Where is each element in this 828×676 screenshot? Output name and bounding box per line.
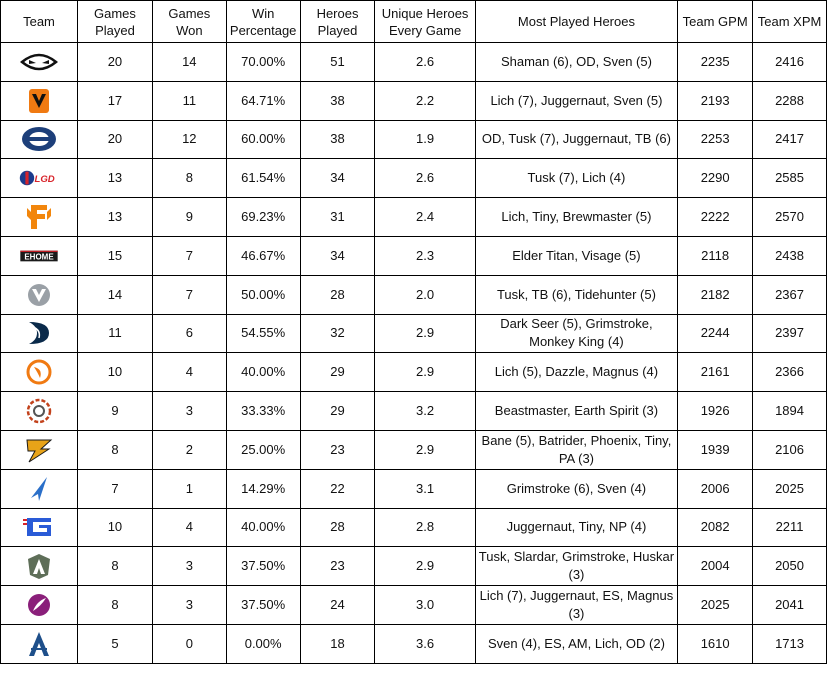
team-gpm-cell: 2290 bbox=[678, 159, 753, 198]
team-gpm-cell: 1939 bbox=[678, 430, 753, 469]
team-xpm-cell: 2570 bbox=[753, 198, 827, 237]
games-played-cell: 9 bbox=[78, 392, 153, 431]
team-xpm-cell: 2041 bbox=[753, 586, 827, 625]
games-won-cell: 4 bbox=[152, 353, 226, 392]
win-percentage-cell: 37.50% bbox=[226, 547, 300, 586]
games-won-cell: 6 bbox=[152, 314, 226, 353]
table-row bbox=[1, 586, 827, 625]
team-gpm-cell: 2082 bbox=[678, 508, 753, 547]
most-played-heroes-cell: Tusk, Slardar, Grimstroke, Huskar (3) bbox=[475, 547, 678, 586]
heroes-played-cell: 34 bbox=[300, 236, 375, 275]
heroes-played-cell: 38 bbox=[300, 120, 375, 159]
team-gpm-cell: 2235 bbox=[678, 43, 753, 82]
unique-heroes-cell: 3.1 bbox=[375, 469, 475, 508]
most-played-heroes-cell: Bane (5), Batrider, Phoenix, Tiny, PA (3) bbox=[475, 430, 678, 469]
games-won-cell: 3 bbox=[152, 547, 226, 586]
table-row bbox=[1, 392, 827, 431]
header-team: Team bbox=[1, 1, 78, 43]
win-percentage-cell: 40.00% bbox=[226, 353, 300, 392]
games-played-cell: 15 bbox=[78, 236, 153, 275]
games-won-cell: 9 bbox=[152, 198, 226, 237]
team-xpm-cell: 2050 bbox=[753, 547, 827, 586]
fnatic-logo-icon bbox=[19, 202, 59, 232]
royal-never-give-up-logo-icon bbox=[19, 357, 59, 387]
win-percentage-cell: 50.00% bbox=[226, 275, 300, 314]
games-won-cell: 1 bbox=[152, 469, 226, 508]
games-played-cell: 8 bbox=[78, 586, 153, 625]
table-row bbox=[1, 547, 827, 586]
team-cell bbox=[1, 198, 78, 237]
heroes-played-cell: 32 bbox=[300, 314, 375, 353]
team-cell bbox=[1, 392, 78, 431]
table-row bbox=[1, 159, 827, 198]
unique-heroes-cell: 3.0 bbox=[375, 586, 475, 625]
most-played-heroes-cell: Lich, Tiny, Brewmaster (5) bbox=[475, 198, 678, 237]
games-played-cell: 20 bbox=[78, 43, 153, 82]
win-percentage-cell: 0.00% bbox=[226, 624, 300, 663]
infamous-logo-icon bbox=[19, 474, 59, 504]
most-played-heroes-cell: OD, Tusk (7), Juggernaut, TB (6) bbox=[475, 120, 678, 159]
team-gpm-cell: 2161 bbox=[678, 353, 753, 392]
team-xpm-cell: 2025 bbox=[753, 469, 827, 508]
team-cell bbox=[1, 624, 78, 663]
ehome-logo-icon bbox=[19, 241, 59, 271]
team-gpm-cell: 2025 bbox=[678, 586, 753, 625]
team-gpm-cell: 2222 bbox=[678, 198, 753, 237]
team-cell bbox=[1, 547, 78, 586]
table-row bbox=[1, 43, 827, 82]
team-cell bbox=[1, 236, 78, 275]
team-cell bbox=[1, 314, 78, 353]
heroes-played-cell: 24 bbox=[300, 586, 375, 625]
team-xpm-cell: 2211 bbox=[753, 508, 827, 547]
og-logo-icon bbox=[19, 396, 59, 426]
newbee-logo-icon bbox=[19, 512, 59, 542]
win-percentage-cell: 60.00% bbox=[226, 120, 300, 159]
header-games-won: Games Won bbox=[152, 1, 226, 43]
win-percentage-cell: 64.71% bbox=[226, 81, 300, 120]
team-cell bbox=[1, 81, 78, 120]
unique-heroes-cell: 2.2 bbox=[375, 81, 475, 120]
games-won-cell: 7 bbox=[152, 236, 226, 275]
games-played-cell: 10 bbox=[78, 353, 153, 392]
most-played-heroes-cell: Tusk (7), Lich (4) bbox=[475, 159, 678, 198]
games-played-cell: 20 bbox=[78, 120, 153, 159]
win-percentage-cell: 54.55% bbox=[226, 314, 300, 353]
unique-heroes-cell: 2.4 bbox=[375, 198, 475, 237]
team-gpm-cell: 2004 bbox=[678, 547, 753, 586]
games-played-cell: 7 bbox=[78, 469, 153, 508]
win-percentage-cell: 69.23% bbox=[226, 198, 300, 237]
heroes-played-cell: 29 bbox=[300, 353, 375, 392]
keen-gaming-logo-icon bbox=[19, 590, 59, 620]
most-played-heroes-cell: Grimstroke (6), Sven (4) bbox=[475, 469, 678, 508]
unique-heroes-cell: 2.9 bbox=[375, 547, 475, 586]
table-row bbox=[1, 314, 827, 353]
most-played-heroes-cell: Dark Seer (5), Grimstroke, Monkey King (4) bbox=[475, 314, 678, 353]
team-gpm-cell: 2006 bbox=[678, 469, 753, 508]
games-won-cell: 4 bbox=[152, 508, 226, 547]
table-row bbox=[1, 469, 827, 508]
most-played-heroes-cell: Shaman (6), OD, Sven (5) bbox=[475, 43, 678, 82]
header-unique-heroes: Unique Heroes Every Game bbox=[375, 1, 475, 43]
team-gpm-cell: 1610 bbox=[678, 624, 753, 663]
team-gpm-cell: 1926 bbox=[678, 392, 753, 431]
games-won-cell: 7 bbox=[152, 275, 226, 314]
most-played-heroes-cell: Lich (7), Juggernaut, Sven (5) bbox=[475, 81, 678, 120]
team-cell bbox=[1, 120, 78, 159]
games-won-cell: 3 bbox=[152, 586, 226, 625]
header-row bbox=[1, 1, 827, 43]
tnc-predator-logo-icon bbox=[19, 435, 59, 465]
team-gpm-cell: 2244 bbox=[678, 314, 753, 353]
team-cell bbox=[1, 586, 78, 625]
header-games-played: Games Played bbox=[78, 1, 153, 43]
table-row bbox=[1, 624, 827, 663]
heroes-played-cell: 29 bbox=[300, 392, 375, 431]
unique-heroes-cell: 2.8 bbox=[375, 508, 475, 547]
heroes-played-cell: 28 bbox=[300, 275, 375, 314]
win-percentage-cell: 33.33% bbox=[226, 392, 300, 431]
table-row bbox=[1, 275, 827, 314]
most-played-heroes-cell: Sven (4), ES, AM, Lich, OD (2) bbox=[475, 624, 678, 663]
team-gpm-cell: 2118 bbox=[678, 236, 753, 275]
unique-heroes-cell: 2.9 bbox=[375, 430, 475, 469]
virtus-pro-logo-icon bbox=[19, 86, 59, 116]
win-percentage-cell: 40.00% bbox=[226, 508, 300, 547]
games-played-cell: 14 bbox=[78, 275, 153, 314]
table-row bbox=[1, 353, 827, 392]
unique-heroes-cell: 2.0 bbox=[375, 275, 475, 314]
heroes-played-cell: 28 bbox=[300, 508, 375, 547]
team-xpm-cell: 2106 bbox=[753, 430, 827, 469]
team-liquid-logo-icon bbox=[19, 318, 59, 348]
heroes-played-cell: 23 bbox=[300, 547, 375, 586]
most-played-heroes-cell: Juggernaut, Tiny, NP (4) bbox=[475, 508, 678, 547]
games-won-cell: 2 bbox=[152, 430, 226, 469]
unique-heroes-cell: 2.9 bbox=[375, 353, 475, 392]
unique-heroes-cell: 2.9 bbox=[375, 314, 475, 353]
unique-heroes-cell: 2.3 bbox=[375, 236, 475, 275]
unique-heroes-cell: 3.6 bbox=[375, 624, 475, 663]
table-row bbox=[1, 81, 827, 120]
games-played-cell: 13 bbox=[78, 159, 153, 198]
header-team-xpm: Team XPM bbox=[753, 1, 827, 43]
games-played-cell: 17 bbox=[78, 81, 153, 120]
table-row bbox=[1, 236, 827, 275]
team-gpm-cell: 2182 bbox=[678, 275, 753, 314]
mineski-logo-icon bbox=[19, 629, 59, 659]
lgd-logo-text: LGD bbox=[34, 174, 55, 186]
games-played-cell: 11 bbox=[78, 314, 153, 353]
team-xpm-cell: 1713 bbox=[753, 624, 827, 663]
unique-heroes-cell: 1.9 bbox=[375, 120, 475, 159]
team-xpm-cell: 2416 bbox=[753, 43, 827, 82]
team-xpm-cell: 2288 bbox=[753, 81, 827, 120]
most-played-heroes-cell: Beastmaster, Earth Spirit (3) bbox=[475, 392, 678, 431]
unique-heroes-cell: 2.6 bbox=[375, 159, 475, 198]
heroes-played-cell: 22 bbox=[300, 469, 375, 508]
games-played-cell: 8 bbox=[78, 430, 153, 469]
team-xpm-cell: 2585 bbox=[753, 159, 827, 198]
games-played-cell: 13 bbox=[78, 198, 153, 237]
games-played-cell: 10 bbox=[78, 508, 153, 547]
win-percentage-cell: 25.00% bbox=[226, 430, 300, 469]
team-cell bbox=[1, 469, 78, 508]
team-xpm-cell: 2397 bbox=[753, 314, 827, 353]
win-percentage-cell: 46.67% bbox=[226, 236, 300, 275]
heroes-played-cell: 23 bbox=[300, 430, 375, 469]
unique-heroes-cell: 2.6 bbox=[375, 43, 475, 82]
games-won-cell: 12 bbox=[152, 120, 226, 159]
team-gpm-cell: 2193 bbox=[678, 81, 753, 120]
table-row bbox=[1, 430, 827, 469]
team-xpm-cell: 2367 bbox=[753, 275, 827, 314]
team-cell bbox=[1, 430, 78, 469]
games-won-cell: 14 bbox=[152, 43, 226, 82]
team-xpm-cell: 2366 bbox=[753, 353, 827, 392]
team-gpm-cell: 2253 bbox=[678, 120, 753, 159]
table-row bbox=[1, 198, 827, 237]
ehome-logo-text: EHOME bbox=[24, 252, 54, 262]
heroes-played-cell: 51 bbox=[300, 43, 375, 82]
alliance-logo-icon bbox=[19, 551, 59, 581]
team-cell bbox=[1, 159, 78, 198]
header-heroes-played: Heroes Played bbox=[300, 1, 375, 43]
vici-gaming-logo-icon bbox=[19, 280, 59, 310]
most-played-heroes-cell: Tusk, TB (6), Tidehunter (5) bbox=[475, 275, 678, 314]
win-percentage-cell: 61.54% bbox=[226, 159, 300, 198]
most-played-heroes-cell: Elder Titan, Visage (5) bbox=[475, 236, 678, 275]
header-team-gpm: Team GPM bbox=[678, 1, 753, 43]
heroes-played-cell: 18 bbox=[300, 624, 375, 663]
most-played-heroes-cell: Lich (5), Dazzle, Magnus (4) bbox=[475, 353, 678, 392]
psg-lgd-logo-icon bbox=[19, 163, 59, 193]
unique-heroes-cell: 3.2 bbox=[375, 392, 475, 431]
win-percentage-cell: 70.00% bbox=[226, 43, 300, 82]
team-cell bbox=[1, 275, 78, 314]
games-played-cell: 8 bbox=[78, 547, 153, 586]
games-played-cell: 5 bbox=[78, 624, 153, 663]
games-won-cell: 11 bbox=[152, 81, 226, 120]
win-percentage-cell: 37.50% bbox=[226, 586, 300, 625]
games-won-cell: 0 bbox=[152, 624, 226, 663]
team-xpm-cell: 2417 bbox=[753, 120, 827, 159]
team-cell bbox=[1, 43, 78, 82]
header-most-played-heroes: Most Played Heroes bbox=[475, 1, 678, 43]
team-secret-logo-icon bbox=[19, 47, 59, 77]
heroes-played-cell: 38 bbox=[300, 81, 375, 120]
table-row bbox=[1, 120, 827, 159]
win-percentage-cell: 14.29% bbox=[226, 469, 300, 508]
header-win-percentage: Win Percentage bbox=[226, 1, 300, 43]
team-cell bbox=[1, 353, 78, 392]
evil-geniuses-logo-icon bbox=[19, 124, 59, 154]
table-row bbox=[1, 508, 827, 547]
heroes-played-cell: 31 bbox=[300, 198, 375, 237]
most-played-heroes-cell: Lich (7), Juggernaut, ES, Magnus (3) bbox=[475, 586, 678, 625]
team-xpm-cell: 2438 bbox=[753, 236, 827, 275]
team-xpm-cell: 1894 bbox=[753, 392, 827, 431]
games-won-cell: 8 bbox=[152, 159, 226, 198]
team-cell bbox=[1, 508, 78, 547]
heroes-played-cell: 34 bbox=[300, 159, 375, 198]
games-won-cell: 3 bbox=[152, 392, 226, 431]
